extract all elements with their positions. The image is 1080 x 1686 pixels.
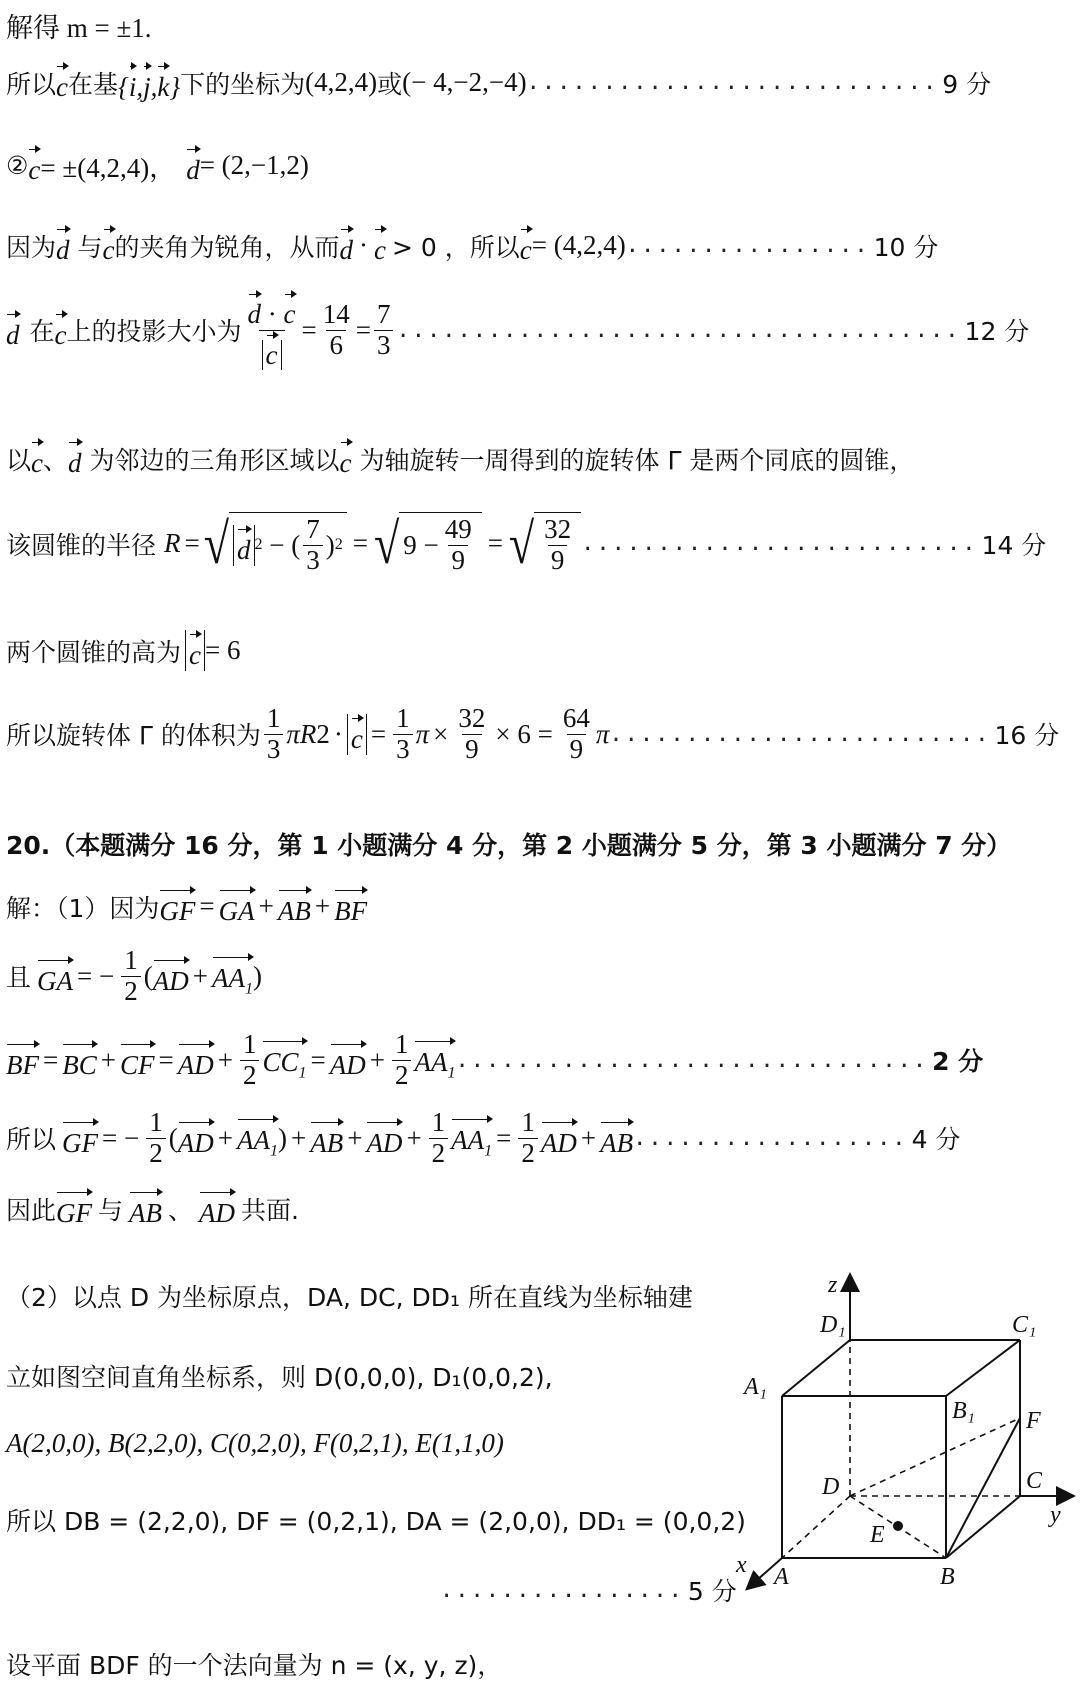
line-part2-3 bbox=[6, 1428, 504, 1459]
line-coordinates bbox=[6, 62, 991, 103]
score: 4 分 bbox=[911, 1125, 961, 1155]
line-projection: d 在 c 上的投影大小为 $\frac{d \cdot c}{c}$ = $\frac{14}{6}$ = $\frac{7}{3}$ ..................................... 12 分 bbox=[6, 290, 1029, 370]
text: 在 bbox=[29, 317, 55, 347]
text: A(2,0,0), B(2,2,0), C(0,2,0), F(0,2,1), E(1,1,0) bbox=[6, 1428, 504, 1458]
text: 以 bbox=[6, 445, 32, 475]
text: = (4,2,4) bbox=[531, 230, 626, 260]
vector-d: d bbox=[340, 225, 354, 266]
line-bf: BF = BC + CF = AD + $\frac{1}{2}$ $CC_1$ = AD + $\frac{1}{2}$ $AA_1$ ............................... 2 分 bbox=[6, 1029, 984, 1090]
vector-d: d bbox=[186, 145, 200, 186]
label-z: z bbox=[828, 1272, 838, 1298]
text: 、 bbox=[43, 445, 69, 475]
score: 12 分 bbox=[964, 317, 1030, 347]
leader-dots: ..................................... bbox=[396, 317, 961, 343]
text: 为邻边的三角形区域以 bbox=[89, 445, 340, 475]
score: 2 分 bbox=[932, 1047, 984, 1077]
text: 共面. bbox=[241, 1195, 299, 1225]
coord-a: (4,2,4) bbox=[305, 67, 378, 97]
vector-c: c bbox=[28, 145, 40, 186]
vector-c: c bbox=[340, 438, 352, 479]
leader-dots: ........................... bbox=[526, 70, 939, 95]
label-F: F bbox=[1026, 1408, 1041, 1434]
segment-DF bbox=[850, 1418, 1020, 1496]
edge-A1D1 bbox=[782, 1340, 850, 1396]
label-A: A bbox=[774, 1564, 789, 1590]
line-part2-4 bbox=[6, 1502, 746, 1538]
question-20-header bbox=[6, 826, 1011, 862]
text: 且 bbox=[6, 963, 32, 993]
line-case-2 bbox=[6, 145, 309, 186]
heading: 20.（本题满分 16 分，第 1 小题满分 4 分，第 2 小题满分 5 分，第 3 小题满分 7 分） bbox=[6, 831, 1012, 860]
leader-dots: .......................... bbox=[581, 531, 978, 557]
vector-d: d bbox=[68, 438, 82, 479]
fraction-7-3: $\frac{7}{3}$ bbox=[374, 300, 394, 360]
point-E bbox=[893, 1521, 903, 1531]
edge-B1C1 bbox=[946, 1340, 1020, 1396]
text: 为轴旋转一周得到的旋转体 Γ 是两个同底的圆锥， bbox=[359, 445, 915, 475]
score: 16 分 bbox=[994, 721, 1060, 751]
label-B1: B₁ bbox=[952, 1398, 976, 1424]
vector-c: c bbox=[374, 225, 386, 266]
text: 与 bbox=[77, 232, 103, 262]
text: = 6 bbox=[205, 635, 241, 665]
text: 在基 bbox=[68, 69, 119, 99]
text: 所以 bbox=[6, 69, 57, 99]
leader-dots: ............................... bbox=[455, 1047, 929, 1073]
line-radius: 该圆锥的半径 R = √ d 2 − ( $\frac{7}{3}$ ) 2 = √ 9 − $\frac{49}{9}$ = √ $\frac{32}{9}$ .......................... 14 分 bbox=[6, 511, 1047, 575]
score: 9 分 bbox=[942, 69, 992, 99]
text: 因为 bbox=[6, 232, 57, 262]
vector-d: d bbox=[6, 310, 20, 351]
sqrt-2: √ 9 − $\frac{49}{9}$ bbox=[374, 512, 482, 575]
text: 该圆锥的半径 bbox=[6, 530, 157, 560]
text: 立如图空间直角坐标系，则 D(0,0,0), D₁(0,0,2), bbox=[6, 1363, 553, 1392]
edge-DA bbox=[782, 1496, 850, 1558]
text: ② bbox=[6, 151, 29, 180]
text: 下的坐标为 bbox=[180, 69, 306, 99]
vector-d: d bbox=[56, 225, 70, 266]
text: 解：（1）因为 bbox=[6, 893, 160, 923]
line-normal-vector bbox=[6, 1646, 502, 1682]
label-y: y bbox=[1050, 1502, 1061, 1528]
coord-b: (− 4,−2,−4) bbox=[402, 67, 527, 97]
label-D: D bbox=[822, 1474, 840, 1500]
text: > 0 ，所以 bbox=[392, 232, 520, 262]
text: 或 bbox=[377, 69, 403, 99]
score: 14 分 bbox=[981, 530, 1047, 560]
vector-c: c bbox=[56, 62, 68, 103]
fraction-dc-over-c: $\frac{d \cdot c}{c}$ bbox=[245, 290, 299, 370]
label-C1: C₁ bbox=[1012, 1312, 1037, 1338]
vector-c: c bbox=[520, 225, 532, 266]
label-x: x bbox=[736, 1552, 747, 1578]
score: 10 分 bbox=[873, 232, 939, 262]
line-rotation-body bbox=[6, 438, 914, 479]
leader-dots: ................ bbox=[625, 233, 870, 258]
line-part2-1 bbox=[6, 1278, 693, 1314]
line-acute-angle: 因为 d 与 c 的夹角为锐角，从而 d · c > 0 ，所以 c = (4,2,4) ................ 10 分 bbox=[6, 225, 938, 266]
label-D1: D₁ bbox=[820, 1312, 846, 1338]
text: 所以 DB = (2,2,0), DF = (0,2,1), DA = (2,0,0), DD₁ = (0,0,2) bbox=[6, 1507, 746, 1536]
text: = (2,−1,2) bbox=[199, 150, 309, 180]
text: 解得 m = ±1. bbox=[6, 13, 152, 43]
text: 上的投影大小为 bbox=[66, 317, 242, 347]
vector-c: c bbox=[31, 438, 43, 479]
edge-BC bbox=[946, 1496, 1020, 1558]
label-C: C bbox=[1026, 1468, 1043, 1494]
text: 两个圆锥的高为 bbox=[6, 637, 182, 667]
line-gf-result: 所以 GF = − $\frac{1}{2}$ ( AD + $AA_1$ ) + AB + AD + $\frac{1}{2}$ $AA_1$ = $\frac{1}{2}$ AD + AB .................. 4 分 bbox=[6, 1107, 961, 1168]
sqrt-3: √ $\frac{32}{9}$ bbox=[509, 512, 581, 575]
label-A1: A₁ bbox=[744, 1374, 768, 1400]
segment-BF bbox=[946, 1418, 1020, 1558]
leader-dots: .................. bbox=[633, 1125, 908, 1151]
line-volume: 所以旋转体 Γ 的体积为 $\frac{1}{3}$ πR 2 · c = $\frac{1}{3}$ π × $\frac{32}{9}$ × 6 = $\frac{64}{9}$ π ......................... 16 分 bbox=[6, 703, 1060, 764]
line-part2-2 bbox=[6, 1358, 553, 1394]
line-solve-m bbox=[6, 6, 152, 45]
line-gf-decomp: 解：（1）因为 GF = GA + AB + BF bbox=[6, 886, 367, 927]
leader-dots: ................ bbox=[440, 1577, 684, 1603]
text: 所以 bbox=[6, 1125, 57, 1155]
cube-diagram bbox=[720, 1268, 1080, 1668]
text: 的夹角为锐角，从而 bbox=[114, 232, 340, 262]
fraction-14-6: $\frac{14}{6}$ bbox=[322, 299, 350, 360]
basis: {i,j,k} bbox=[118, 62, 180, 103]
label-B: B bbox=[940, 1564, 955, 1590]
text: 与 bbox=[98, 1195, 124, 1225]
text: 设平面 BDF 的一个法向量为 n = (x, y, z)， bbox=[6, 1651, 503, 1680]
label-E: E bbox=[870, 1522, 885, 1548]
text: = ±(4,2,4)， bbox=[40, 153, 177, 183]
text: 因此 bbox=[6, 1195, 57, 1225]
sqrt-1: √ d 2 − ( $\frac{7}{3}$ ) 2 bbox=[204, 512, 347, 575]
vector-c: c bbox=[55, 310, 67, 351]
text: 所以旋转体 Γ 的体积为 bbox=[6, 721, 261, 751]
score: 5 分 bbox=[687, 1577, 737, 1606]
vector-c: c bbox=[103, 225, 115, 266]
line-part2-score bbox=[440, 1572, 737, 1608]
text: 、 bbox=[168, 1195, 194, 1225]
line-coplanar: 因此 GF 与 AB 、 AD 共面. bbox=[6, 1188, 299, 1229]
leader-dots: ......................... bbox=[609, 721, 991, 747]
text: （2）以点 D 为坐标原点，DA, DC, DD₁ 所在直线为坐标轴建 bbox=[6, 1283, 693, 1312]
line-height: 两个圆锥的高为 c = 6 bbox=[6, 630, 240, 671]
line-ga: 且 GA = − $\frac{1}{2}$ ( AD + $AA_1$ ) bbox=[6, 945, 262, 1006]
